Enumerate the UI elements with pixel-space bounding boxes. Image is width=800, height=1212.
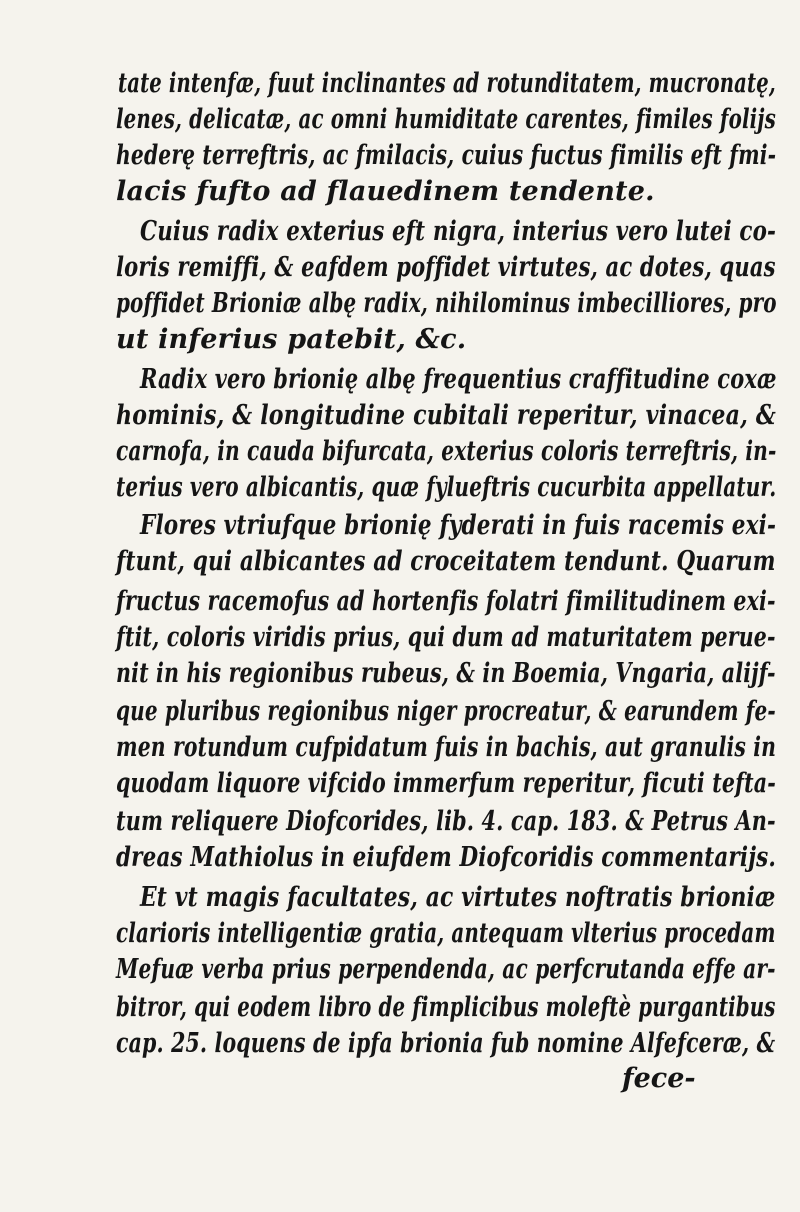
text-line: terius vero albicantis, quæ fylueftris cucurbita appellatur. <box>116 472 777 503</box>
text-line: Flores vtriufque brionię fyderati in fuis racemis exi- <box>140 510 777 541</box>
text-line: lenes, delicatæ, ac omni humiditate carentes, fimiles folijs <box>116 104 776 135</box>
text-line: bitror, qui eodem libro de fimplicibus moleftè purgantibus <box>116 992 776 1023</box>
text-line: tum reliquere Diofcorides, lib. 4. cap. 183. & Petrus An- <box>116 806 776 837</box>
text-line: Cuius radix exterius eft nigra, interius vero lutei co- <box>140 216 777 247</box>
catchword: fece- <box>622 1063 696 1094</box>
text-line: ftunt, qui albicantes ad croceitatem tendunt. Quarum <box>116 546 776 577</box>
text-line: hominis, & longitudine cubitali reperitur, vinacea, & <box>116 400 776 431</box>
text-line: Radix vero brionię albę frequentius craffitudine coxæ <box>140 364 777 395</box>
text-line: clarioris intelligentiæ gratia, antequam vlterius procedam <box>116 918 776 949</box>
text-line: dreas Mathiolus in eiufdem Diofcoridis commentarijs. <box>116 842 776 873</box>
text-line: Et vt magis facultates, ac virtutes noftratis brioniæ <box>140 882 776 913</box>
text-line: cap. 25. loquens de ipfa brionia fub nomine Alfefceræ, & <box>116 1028 776 1059</box>
text-line: fructus racemofus ad hortenfis folatri fimilitudinem exi- <box>116 586 776 617</box>
text-line: ftit, coloris viridis prius, qui dum ad maturitatem perue- <box>116 622 776 653</box>
text-line: Mefuæ verba prius perpendenda, ac perfcrutanda effe ar- <box>116 954 776 985</box>
text-line: tate intenfæ, fuut inclinantes ad rotunditatem, mucronatę, <box>118 68 776 99</box>
text-line: poffidet Brioniæ albę radix, nihilominus imbecilliores, pro <box>116 288 777 319</box>
text-line: loris remiffi, & eafdem poffidet virtutes, ac dotes, quas <box>116 252 776 283</box>
text-line: lacis fufto ad flauedinem tendente. <box>116 176 655 207</box>
text-line: carnofa, in cauda bifurcata, exterius coloris terreftris, in- <box>116 436 777 467</box>
text-line: men rotundum cufpidatum fuis in bachis, aut granulis in <box>116 732 777 763</box>
text-line: quodam liquore vifcido immerfum reperitur, ficuti tefta- <box>116 768 776 799</box>
text-line: ut inferius patebit, &c. <box>116 324 467 355</box>
text-line: nit in his regionibus rubeus, & in Boemia, Vngaria, alijf- <box>116 658 776 689</box>
text-line: que pluribus regionibus niger procreatur, & earundem fe- <box>116 696 776 727</box>
text-line: hederę terreftris, ac fmilacis, cuius fuctus fimilis eft fmi- <box>116 140 777 171</box>
